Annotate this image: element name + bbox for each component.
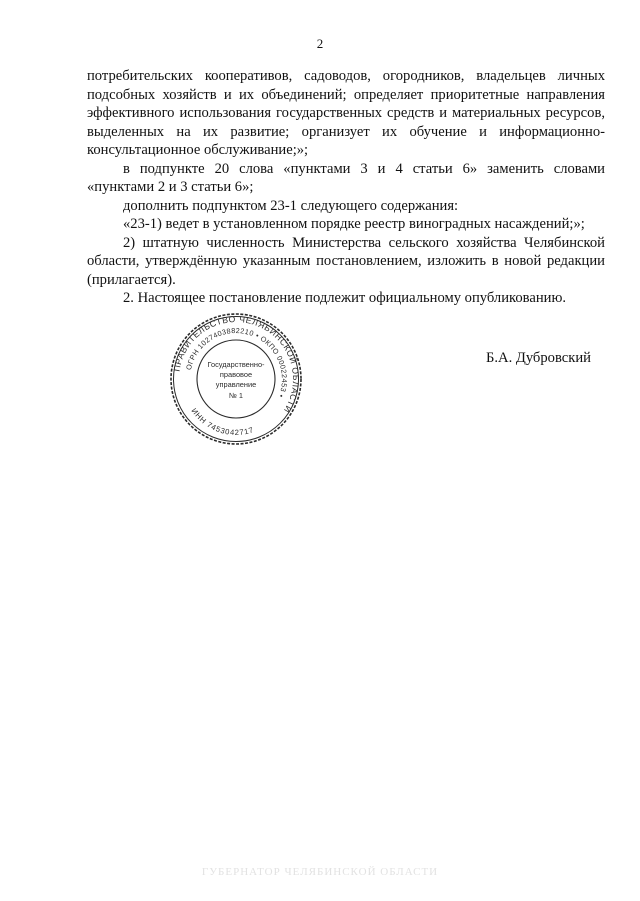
stamp-outer-text: ПРАВИТЕЛЬСТВО ЧЕЛЯБИНСКОЙ ОБЛАСТИ [171,313,302,415]
paragraph-add-subpoint: дополнить подпунктом 23-1 следующего содержания: [123,197,459,214]
document-body [87,67,605,308]
paragraph-continuation: потребительских кооперативов, садоводов, огородников, владельцев личных подсобных хозяйств и их объединений; определяет приоритетные направления эффективного использования государственных средств и материальных ресурсов, выделенных на их развитие; организует их обучение и информационно-консультационное обслуживание;»; [87,68,605,158]
paragraph-publication: 2. Настоящее постановление подлежит официальному опубликованию. [123,290,567,306]
footer-watermark: ГУБЕРНАТОР ЧЕЛЯБИНСКОЙ ОБЛАСТИ [201,866,439,878]
official-seal [169,312,303,446]
page-number: 2 [316,36,324,51]
stamp-center-line-4: № 1 [228,391,244,400]
stamp-inner-text: ОГРН 1027403882210 • ОКПО 00022453 • [183,325,290,400]
paragraph-staffing: 2) штатную численность Министерства сельского хозяйства Челябинской области, утверждённую указанным постановлением, изложить в новой редакции (прилагается). [87,234,605,288]
stamp-center-line-1: Государственно- [207,360,265,369]
stamp-bottom-text: ИНН 7453042717 [189,406,256,438]
signatory-name: Б.А. Дубровский [486,350,591,366]
paragraph-subpoint-23-1: «23-1) ведет в установленном порядке реестр виноградных насаждений;»; [123,216,585,232]
stamp-center-line-3: управление [215,380,257,389]
stamp-center-line-2: правовое [219,370,253,379]
paragraph-subpoint-20: в подпункте 20 слова «пунктами 3 и 4 статьи 6» заменить словами «пунктами 2 и 3 статьи 6»; [87,160,605,195]
